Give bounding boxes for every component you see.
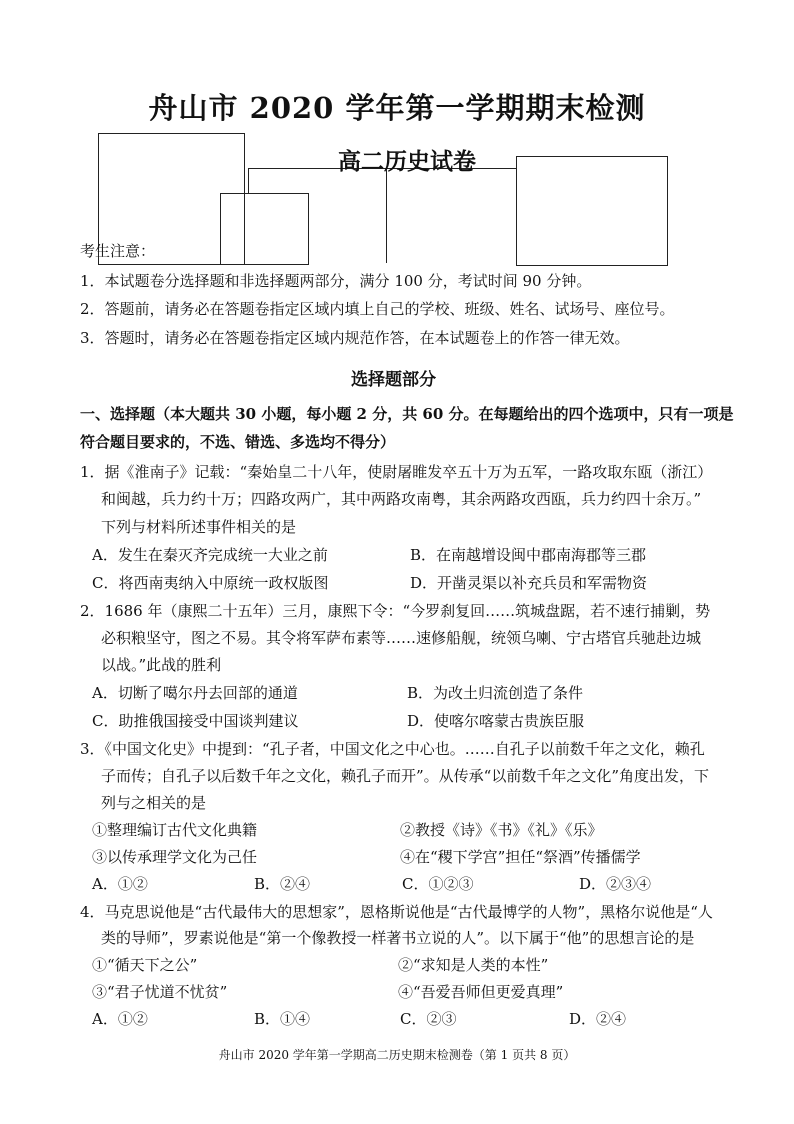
page-subtitle: 高二历史试卷 [338, 148, 476, 175]
question-stem: 必积粮坚守，图之不易。其令将军萨布素等……速修船舰，统领乌喇、宁古塔官兵驰赴边城 [101, 629, 702, 647]
section-instruction: 符合题目要求的，不选、错选、多选均不得分） [80, 433, 396, 451]
page-title: 舟山市 2020 学年第一学期期末检测 [148, 91, 646, 125]
page-footer: 舟山市 2020 学年第一学期高二历史期末检测卷（第 1 页共 8 页） [218, 1048, 576, 1062]
statement-item: ②教授《诗》《书》《礼》《乐》 [400, 821, 603, 839]
option-d: D．开凿灵渠以补充兵员和军需物资 [410, 574, 648, 592]
option-c: C．助推俄国接受中国谈判建议 [92, 712, 299, 730]
option-a: A．切断了噶尔丹去回部的通道 [92, 684, 298, 702]
option-a: A．①② [92, 1010, 148, 1028]
statement-item: ④在“稷下学宫”担任“祭酒”传播儒学 [400, 848, 641, 866]
header-connector-mid [386, 168, 387, 263]
option-c: C．①②③ [402, 875, 474, 893]
statement-item: ①“循天下之公” [92, 956, 198, 974]
question-stem: 2．1686 年（康熙二十五年）三月，康熙下令：“今罗刹复回……筑城盘踞，若不速行捕剿，势 [80, 602, 711, 620]
section-heading: 选择题部分 [351, 370, 436, 390]
statement-item: ①整理编订古代文化典籍 [92, 821, 258, 839]
question-stem: 子而传；自孔子以后数千年之文化，赖孔子而开”。从传承“以前数千年之文化”角度出发，下 [101, 767, 710, 785]
question-stem: 3．《中国文化史》中提到：“孔子者，中国文化之中心也。……自孔子以前数千年之文化，赖孔 [80, 740, 705, 758]
question-stem: 列与之相关的是 [101, 794, 207, 812]
section-instruction: 一、选择题（本大题共 30 小题，每小题 2 分，共 60 分。在每题给出的四个选项中，只有一项是 [80, 405, 734, 423]
notice-item: 3．答题时，请务必在答题卷指定区域内规范作答，在本试题卷上的作答一律无效。 [80, 329, 630, 347]
option-b: B．为改土归流创造了条件 [407, 684, 584, 702]
option-c: C．将西南夷纳入中原统一政权版图 [92, 574, 329, 592]
statement-item: ③以传承理学文化为己任 [92, 848, 258, 866]
option-b: B．①④ [254, 1010, 311, 1028]
option-b: B．在南越增设闽中郡南海郡等三郡 [410, 546, 647, 564]
question-stem: 1．据《淮南子》记载：“秦始皇二十八年，使尉屠睢发卒五十万为五军，一路攻取东瓯（浙江） [80, 463, 713, 481]
option-a: A．①② [92, 875, 148, 893]
question-stem: 和闽越，兵力约十万；四路攻两广，其中两路攻南粤，其余两路攻西瓯，兵力约四十余万。” [101, 490, 702, 508]
question-stem: 下列与材料所述事件相关的是 [101, 518, 297, 536]
question-stem: 以战。”此战的胜利 [101, 656, 222, 674]
header-box-right [516, 156, 668, 266]
notice-heading: 考生注意： [80, 242, 156, 260]
statement-item: ③“君子忧道不忧贫” [92, 983, 228, 1001]
header-box-center [220, 193, 309, 265]
statement-item: ②“求知是人类的本性” [398, 956, 549, 974]
question-stem: 类的导师”，罗素说他是“第一个像教授一样著书立说的人”。以下属于“他”的思想言论的是 [101, 929, 695, 947]
option-d: D．使喀尔喀蒙古贵族臣服 [407, 712, 585, 730]
notice-item: 2．答题前，请务必在答题卷指定区域内填上自己的学校、班级、姓名、试场号、座位号。 [80, 300, 675, 318]
option-d: D．②④ [569, 1010, 627, 1028]
option-b: B．②④ [254, 875, 311, 893]
option-c: C．②③ [400, 1010, 457, 1028]
option-a: A．发生在秦灭齐完成统一大业之前 [92, 546, 328, 564]
question-stem: 4．马克思说他是“古代最伟大的思想家”，恩格斯说他是“古代最博学的人物”，黑格尔说他是“人 [80, 903, 713, 921]
notice-item: 1．本试题卷分选择题和非选择题两部分，满分 100 分，考试时间 90 分钟。 [80, 272, 592, 290]
option-d: D．②③④ [579, 875, 652, 893]
header-connector-left [248, 168, 249, 193]
statement-item: ④“吾爱吾师但更爱真理” [398, 983, 564, 1001]
